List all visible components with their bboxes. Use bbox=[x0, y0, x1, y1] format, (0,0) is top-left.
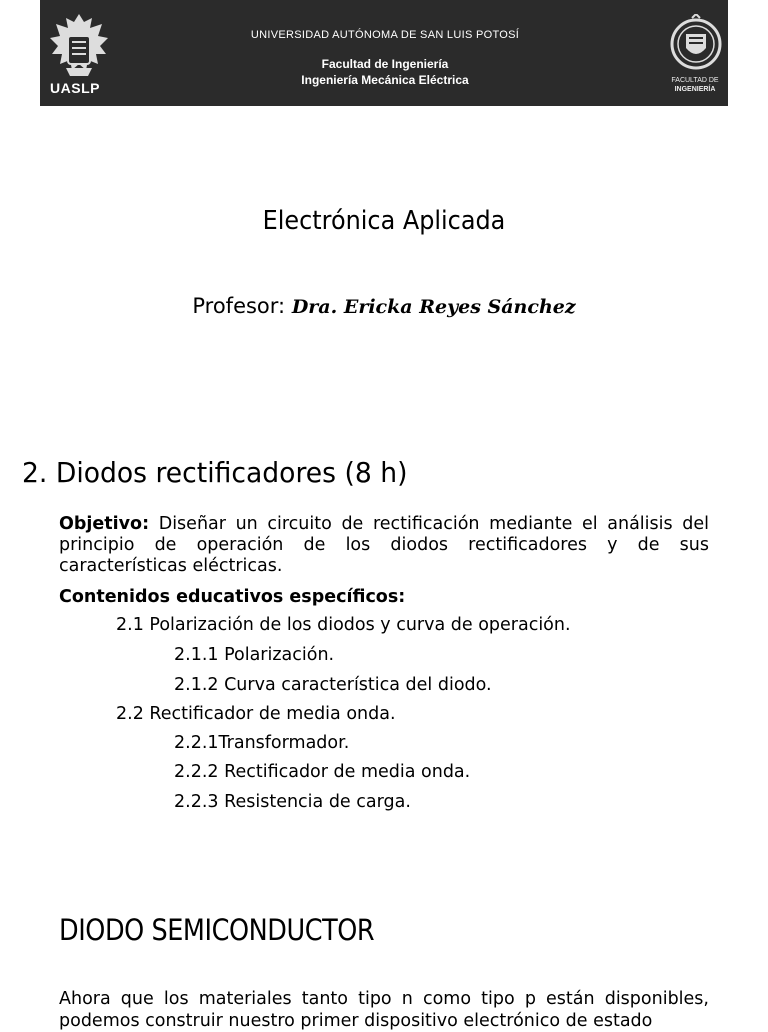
uaslp-logo-text: UASLP bbox=[50, 80, 100, 96]
objective-label: Objetivo: bbox=[59, 514, 150, 534]
toc-item: 2.2.3 Resistencia de carga. bbox=[174, 792, 411, 812]
faculty-seal-logo bbox=[670, 14, 722, 74]
university-name: UNIVERSIDAD AUTÓNOMA DE SAN LUIS POTOSÍ bbox=[250, 29, 520, 41]
toc-item: 2.2.2 Rectificador de media onda. bbox=[174, 762, 471, 782]
objective-paragraph bbox=[59, 514, 709, 577]
toc-item: 2.2 Rectificador de media onda. bbox=[116, 704, 396, 724]
diodo-paragraph: Ahora que los materiales tanto tipo n como tipo p están disponibles, podemos construir nuestro primer dispositivo electrónico de estado bbox=[59, 989, 709, 1031]
faculty-seal-line2: INGENIERÍA bbox=[674, 86, 716, 93]
professor-line bbox=[0, 294, 768, 318]
toc-item: 2.2.1Transformador. bbox=[174, 733, 350, 753]
objective-text: Diseñar un circuito de rectificación mediante el análisis del principio de operación de los diodos rectificadores y de sus características eléctricas. bbox=[59, 514, 709, 576]
professor-label: Profesor: bbox=[192, 294, 286, 318]
toc-item: 2.1.2 Curva característica del diodo. bbox=[174, 675, 492, 695]
faculty-seal-line1: FACULTAD DE bbox=[671, 77, 719, 84]
header-titles bbox=[200, 29, 570, 88]
course-title: Electrónica Aplicada bbox=[262, 206, 506, 236]
toc-item: 2.1.1 Polarización. bbox=[174, 645, 335, 665]
career-name: Ingeniería Mecánica Eléctrica bbox=[301, 73, 469, 87]
contents-heading: Contenidos educativos específicos: bbox=[59, 587, 406, 607]
faculty-name: Facultad de Ingeniería bbox=[321, 57, 449, 71]
faculty-seal-text bbox=[660, 76, 730, 94]
toc-item: 2.1 Polarización de los diodos y curva de operación. bbox=[116, 615, 571, 635]
header-banner bbox=[40, 0, 728, 106]
unit-heading: 2. Diodos rectificadores (8 h) bbox=[22, 456, 408, 489]
professor-name: Dra. Ericka Reyes Sánchez bbox=[291, 296, 576, 318]
diodo-heading: DIODO SEMICONDUCTOR bbox=[59, 913, 375, 947]
